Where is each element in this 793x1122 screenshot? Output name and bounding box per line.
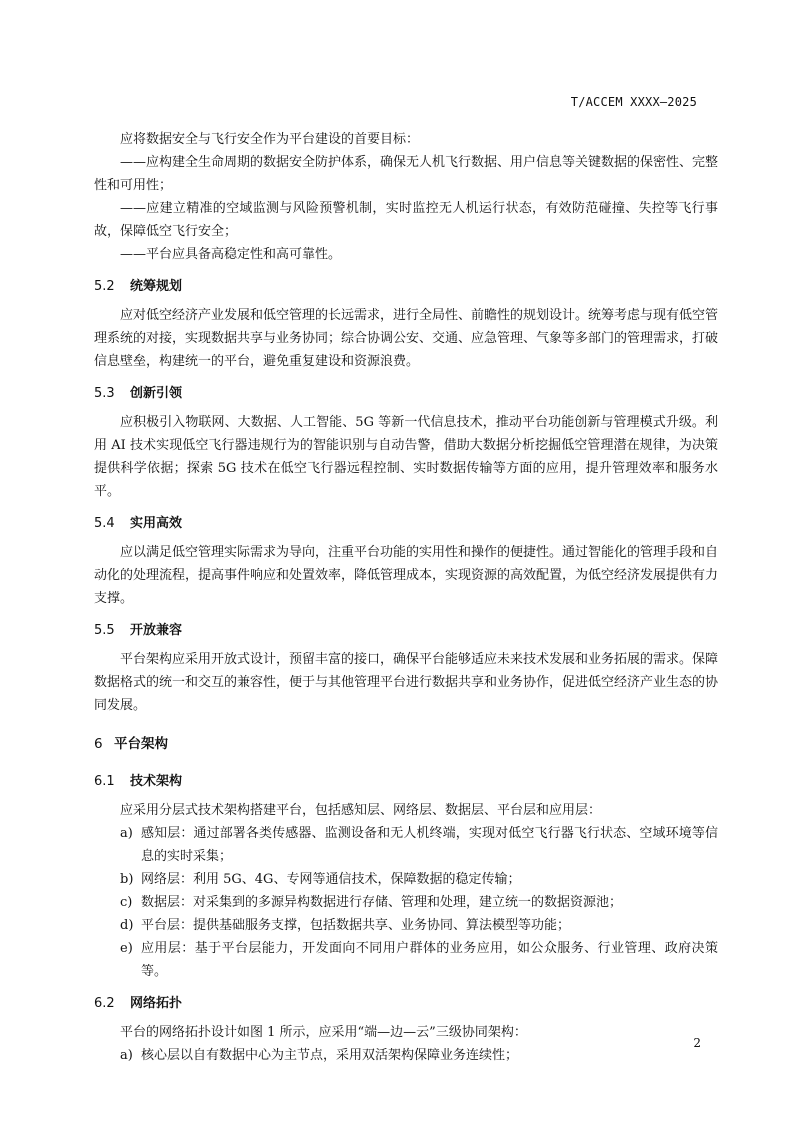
page-number: 2 — [693, 1036, 701, 1050]
section-body-5-2: 应对低空经济产业发展和低空管理的长远需求，进行全局性、前瞻性的规划设计。统筹考虑与现有低空管理系统的对接，实现数据共享与业务协同；综合协调公安、交通、应急管理、气象等多部门的管理需求，打破信息壁垒，构建统一的平台，避免重复建设和资源浪费。 — [94, 308, 719, 369]
list-item: d) 平台层：提供基础服务支撑，包括数据共享、业务协同、算法模型等功能； — [120, 918, 571, 933]
list-item: c) 数据层：对采集到的多源异构数据进行存储、管理和处理，建立统一的数据资源池； — [120, 895, 623, 910]
page-content — [94, 128, 718, 1067]
section-heading-5-2: 5.2 统筹规划 — [94, 279, 183, 294]
list-item: a) 感知层：通过部署各类传感器、监测设备和无人机终端，实现对低空飞行器飞行状态、空域环境等信息的实时采集； — [120, 826, 718, 864]
section-heading-6-1: 6.1 技术架构 — [94, 774, 183, 789]
section-heading-5-4: 5.4 实用高效 — [94, 516, 183, 531]
section-body-5-5: 平台架构应采用开放式设计，预留丰富的接口，确保平台能够适应未来技术发展和业务拓展的需求。保障数据格式的统一和交互的兼容性，便于与其他管理平台进行数据共享和业务协作，促进低空经济产业生态的协同发展。 — [94, 652, 719, 713]
list-item: a) 核心层以自有数据中心为主节点，采用双活架构保障业务连续性； — [120, 1048, 519, 1063]
list-item: b) 网络层：利用 5G、4G、专网等通信技术，保障数据的稳定传输； — [120, 872, 521, 887]
intro-paragraph: 应将数据安全与飞行安全作为平台建设的首要目标： — [120, 132, 420, 147]
document-code: T/ACCEM XXXX—2025 — [570, 95, 697, 109]
safety-item: ——应建立精准的空域监测与风险预警机制，实时监控无人机运行状态，有效防范碰撞、失控等飞行事故，保障低空飞行安全； — [94, 201, 718, 239]
section-heading-5-3: 5.3 创新引领 — [94, 386, 183, 401]
section-body-5-4: 应以满足低空管理实际需求为导向，注重平台功能的实用性和操作的便捷性。通过智能化的管理手段和自动化的处理流程，提高事件响应和处置效率，降低管理成本，实现资源的高效配置，为低空经济发展提供有力支撑。 — [94, 545, 719, 606]
section-intro-6-1: 应采用分层式技术架构搭建平台，包括感知层、网络层、数据层、平台层和应用层： — [120, 803, 602, 818]
safety-item: ——应构建全生命周期的数据安全防护体系，确保无人机飞行数据、用户信息等关键数据的保密性、完整性和可用性； — [94, 155, 719, 193]
chapter-heading-6: 6 平台架构 — [94, 736, 168, 752]
section-body-5-3: 应积极引入物联网、大数据、人工智能、5G 等新一代信息技术，推动平台功能创新与管理模式升级。利用 AI 技术实现低空飞行器违规行为的智能识别与自动告警，借助大数据分析挖掘低空管理潜在规律，为决策提供科学依据；探索 5G 技术在低空飞行器远程控制、实时数据传输等方面的应用，提升管理效率和服务水平。 — [94, 415, 718, 499]
list-item: e) 应用层：基于平台层能力，开发面向不同用户群体的业务应用，如公众服务、行业管理、政府决策等。 — [120, 941, 718, 979]
safety-item: ——平台应具备高稳定性和高可靠性。 — [120, 247, 342, 262]
section-intro-6-2: 平台的网络拓扑设计如图 1 所示，应采用“端—边—云”三级协同架构： — [120, 1025, 527, 1040]
section-heading-6-2: 6.2 网络拓扑 — [94, 996, 183, 1011]
section-heading-5-5: 5.5 开放兼容 — [94, 623, 183, 638]
